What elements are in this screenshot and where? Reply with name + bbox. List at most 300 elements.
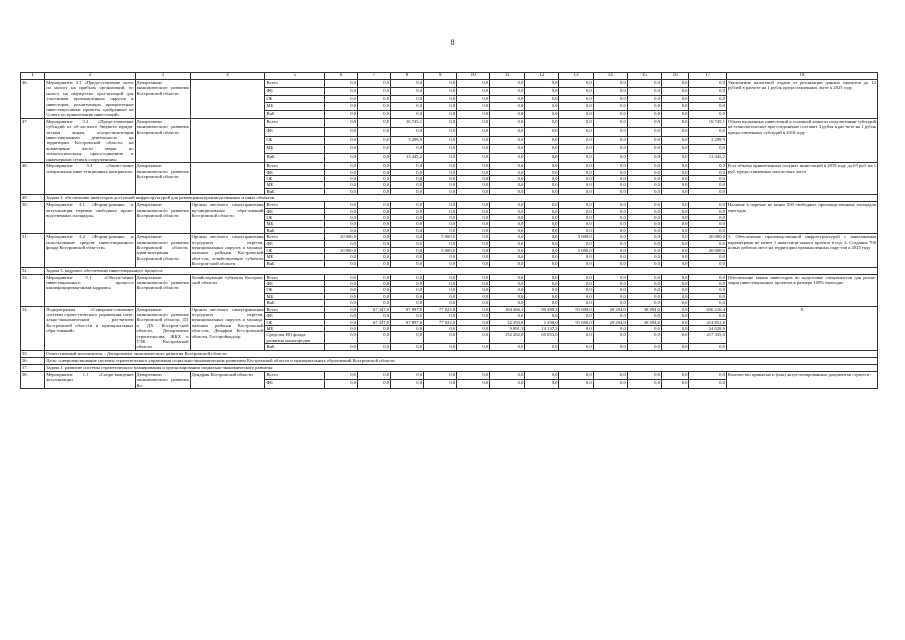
measure-name: Мероприятие 5.1 «Обеспе-чение инвестиционного процесса квалифицирован-ными кадрами»	[45, 274, 135, 306]
funding-amount: 0,0	[324, 344, 357, 351]
funding-amount: 0,0	[391, 95, 424, 103]
funding-amount: 217 335,0	[689, 332, 726, 344]
funding-amount: 0,0	[627, 332, 661, 344]
funding-amount: 0,0	[424, 332, 457, 344]
funding-amount: 0,0	[525, 208, 559, 214]
funding-amount: 38 094,0	[627, 306, 661, 312]
funding-amount: 0,0	[559, 260, 593, 267]
co-executors: Хозяйствующие субъекты Костром-ской области	[190, 274, 265, 306]
funding-amount: 0,0	[661, 188, 689, 194]
funding-amount: 0,0	[689, 208, 726, 214]
funding-amount: 0,0	[391, 254, 424, 261]
funding-amount: 0,0	[457, 103, 490, 111]
funding-amount: 0,0	[559, 118, 593, 127]
funding-amount: 0,0	[689, 182, 726, 188]
funding-amount: 0,0	[525, 234, 559, 241]
funding-amount: 0,0	[689, 127, 726, 136]
funding-amount: 0,0	[525, 240, 559, 247]
funding-amount: 0,0	[593, 234, 627, 241]
measure-name: Мероприятие 4.1 «Форми-рование и актуализация перечня свободных произ-водственных площадок»	[45, 202, 135, 234]
row-number: 58.	[21, 371, 45, 388]
funding-amount: 0,0	[661, 214, 689, 220]
funding-amount: 0,0	[391, 175, 424, 181]
funding-amount: 0,0	[627, 80, 661, 88]
funding-amount: 0,0	[593, 111, 627, 119]
funding-amount: 0,0	[525, 136, 559, 145]
funding-amount: 0,0	[627, 188, 661, 194]
funding-amount: 0,0	[559, 274, 593, 280]
funding-amount: 0,0	[689, 95, 726, 103]
funding-source: МБ	[265, 293, 324, 299]
funding-source: ФБ	[265, 380, 324, 389]
funding-source: Всего	[265, 274, 324, 280]
funding-amount: 0,0	[559, 127, 593, 136]
funding-source: ВнБ	[265, 260, 324, 267]
funding-amount: 0,0	[661, 293, 689, 299]
funding-amount: 0,0	[525, 127, 559, 136]
funding-amount: 0,0	[324, 254, 357, 261]
funding-amount: 1 298,0	[525, 319, 559, 325]
funding-amount: 0,0	[661, 287, 689, 293]
funding-amount: 0,0	[661, 145, 689, 154]
funding-amount: 0,0	[391, 234, 424, 241]
funding-amount: 0,0	[627, 214, 661, 220]
section-title: Цель: совершенствование системы стратегического управления социально-экономическим развитием Костромской области и муниципальных образований Костромской области	[45, 357, 878, 364]
column-number: 14	[593, 73, 627, 80]
column-number-row	[21, 73, 878, 80]
funding-source: МБ	[265, 103, 324, 111]
funding-amount: 0,0	[457, 260, 490, 267]
funding-amount: 0,0	[559, 154, 593, 163]
funding-amount: 0,0	[689, 175, 726, 181]
funding-amount: 0,0	[490, 234, 525, 241]
funding-amount: 0,0	[490, 344, 525, 351]
funding-source: ОБ	[265, 247, 324, 254]
column-number: 18	[726, 73, 877, 80]
funding-amount: 0,0	[424, 281, 457, 287]
funding-amount: 0,0	[689, 214, 726, 220]
program-table	[20, 72, 878, 389]
funding-amount: 0,0	[391, 274, 424, 280]
funding-amount: 0,0	[593, 274, 627, 280]
funding-amount: 0,0	[391, 260, 424, 267]
funding-amount: 0,0	[357, 103, 390, 111]
funding-amount: 0,0	[559, 111, 593, 119]
funding-amount: 29 294,0	[593, 306, 627, 312]
column-number: 15	[627, 73, 661, 80]
funding-amount: 0,0	[689, 274, 726, 280]
funding-amount: 0,0	[357, 221, 390, 227]
funding-amount: 0,0	[525, 254, 559, 261]
funding-amount: 0,0	[525, 80, 559, 88]
funding-amount: 0,0	[661, 325, 689, 331]
funding-amount: 0,0	[593, 95, 627, 103]
funding-amount: 0,0	[457, 332, 490, 344]
funding-source: ВнБ	[265, 111, 324, 119]
funding-amount: 0,0	[525, 371, 559, 380]
funding-amount: 0,0	[661, 182, 689, 188]
funding-amount: 0,0	[357, 371, 390, 380]
funding-amount: 0,0	[627, 221, 661, 227]
column-number: 9	[424, 73, 457, 80]
responsible-executor: Департамент экономического развития Костромской области	[135, 80, 190, 119]
funding-amount: 0,0	[324, 208, 357, 214]
funding-amount: 0,0	[490, 300, 525, 306]
funding-amount: 0,0	[424, 145, 457, 154]
funding-source: ВнБ	[265, 227, 324, 233]
funding-amount: 0,0	[593, 202, 627, 208]
funding-amount: 0,0	[324, 163, 357, 169]
funding-amount: 0,0	[457, 287, 490, 293]
funding-amount: 0,0	[593, 371, 627, 380]
funding-amount: 0,0	[357, 260, 390, 267]
funding-amount: 0,0	[559, 188, 593, 194]
funding-amount: 0,0	[490, 127, 525, 136]
funding-amount: 0,0	[457, 254, 490, 261]
funding-amount: 0,0	[324, 175, 357, 181]
funding-amount: 0,0	[559, 182, 593, 188]
funding-amount: 0,0	[593, 118, 627, 127]
funding-amount: 0,0	[627, 300, 661, 306]
measure-row	[21, 306, 878, 312]
funding-amount: 0,0	[391, 169, 424, 175]
column-number: 11	[490, 73, 525, 80]
funding-amount: 0,0	[627, 175, 661, 181]
section-row	[21, 357, 878, 364]
funding-amount: 414 852,8	[689, 319, 726, 325]
funding-amount: 0,0	[490, 145, 525, 154]
funding-amount: 0,0	[457, 313, 490, 319]
funding-source: ОБ	[265, 175, 324, 181]
funding-amount: 0,0	[627, 240, 661, 247]
row-number: 48.	[21, 163, 45, 195]
funding-amount: 0,0	[661, 371, 689, 380]
measure-name: Мероприятие 3.1 «Предо-ставление льгот по налогу на прибыль организаций, по налогу на имущество орга-низаций для участников промышленных округов и инвесторов, реализующих приоритетные инвестици-онные проекты, одобренные на Совете по привлечению инвестиций»	[46, 80, 134, 118]
funding-amount: 0,0	[357, 287, 390, 293]
expected-outcome: Х	[726, 306, 877, 350]
funding-amount: 0,0	[357, 118, 390, 127]
funding-amount: 0,0	[559, 169, 593, 175]
funding-amount: 0,0	[357, 274, 390, 280]
funding-amount: 0,0	[593, 300, 627, 306]
funding-amount: 0,0	[324, 306, 357, 312]
funding-amount: 0,0	[324, 95, 357, 103]
funding-amount: 0,0	[324, 80, 357, 88]
funding-amount: 0,0	[525, 300, 559, 306]
funding-source: ФБ	[265, 313, 324, 319]
funding-amount: 0,0	[457, 182, 490, 188]
funding-amount: 0,0	[324, 274, 357, 280]
funding-amount: 0,0	[391, 202, 424, 208]
funding-source: ФБ	[265, 208, 324, 214]
measure-row	[21, 274, 878, 280]
row-number: 49.	[21, 195, 45, 202]
measure-name: Мероприятие 3.3 «Заклю-чение специальных инве-стиционных контрактов»	[45, 163, 135, 195]
funding-amount: 0,0	[689, 221, 726, 227]
funding-amount: 0,0	[661, 254, 689, 261]
funding-amount: 0,0	[324, 188, 357, 194]
funding-amount: 91 608,0	[559, 319, 593, 325]
funding-amount: 0,0	[324, 145, 357, 154]
measure-row	[21, 80, 878, 88]
funding-amount: 0,0	[559, 87, 593, 95]
row-number: 56.	[21, 357, 45, 364]
funding-amount: 0,0	[424, 103, 457, 111]
funding-amount: 0,0	[424, 136, 457, 145]
funding-amount: 0,0	[525, 260, 559, 267]
funding-amount: 0,0	[689, 80, 726, 88]
funding-source: МБ	[265, 182, 324, 188]
funding-amount: 0,0	[424, 163, 457, 169]
funding-amount: 0,0	[457, 80, 490, 88]
funding-amount: 0,0	[593, 293, 627, 299]
funding-amount: 0,0	[627, 127, 661, 136]
funding-amount: 0,0	[457, 214, 490, 220]
funding-amount: 0,0	[357, 127, 390, 136]
funding-amount: 0,0	[490, 87, 525, 95]
funding-amount: 0,0	[324, 300, 357, 306]
funding-amount: 0,0	[525, 221, 559, 227]
funding-amount: 0,0	[627, 103, 661, 111]
funding-amount: 0,0	[424, 169, 457, 175]
funding-amount: 0,0	[490, 227, 525, 233]
column-number: 4	[190, 73, 265, 80]
funding-amount: 184 466,1	[490, 306, 525, 312]
funding-amount: 0,0	[324, 287, 357, 293]
funding-source: ФБ	[265, 281, 324, 287]
section-title: Ответственный исполнитель – Департамент экономического развития Костромской области	[45, 350, 878, 357]
funding-source: Всего	[265, 163, 324, 169]
funding-amount: 0,0	[525, 95, 559, 103]
funding-amount: 0,0	[457, 234, 490, 241]
funding-amount: 0,0	[457, 188, 490, 194]
funding-amount: 0,0	[457, 208, 490, 214]
funding-source: ФБ	[265, 127, 324, 136]
funding-source: МБ	[265, 254, 324, 261]
funding-amount: 0,0	[490, 188, 525, 194]
section-title: Задача 5. кадровое обеспечение инвестиционного процесса	[45, 267, 878, 274]
funding-amount: 0,0	[525, 287, 559, 293]
funding-amount: 0,0	[424, 300, 457, 306]
column-number: 7	[357, 73, 390, 80]
column-number: 5	[265, 73, 324, 80]
funding-amount: 0,0	[661, 260, 689, 267]
funding-source: ОБ	[265, 287, 324, 293]
funding-amount: 0,0	[627, 313, 661, 319]
funding-amount: 0,0	[593, 254, 627, 261]
funding-amount: 0,0	[627, 274, 661, 280]
funding-amount: 0,0	[593, 182, 627, 188]
funding-amount: 0,0	[627, 169, 661, 175]
funding-amount: 0,0	[357, 247, 390, 254]
funding-amount: 0,0	[627, 111, 661, 119]
funding-amount: 152 282,0	[490, 332, 525, 344]
funding-amount: 0,0	[391, 344, 424, 351]
funding-amount: 0,0	[424, 87, 457, 95]
funding-source: ФБ	[265, 240, 324, 247]
funding-source: ОБ	[265, 319, 324, 325]
funding-amount: 0,0	[391, 240, 424, 247]
funding-amount: 0,0	[457, 163, 490, 169]
funding-amount: 0,0	[357, 300, 390, 306]
expected-outcome: Количество принятых и (или) актуа-лизированных документов стратеги-	[726, 371, 877, 388]
funding-amount: 0,0	[424, 325, 457, 331]
funding-amount: 67 347,0	[357, 319, 390, 325]
measure-name: Подпрограмма «Совершен-ствование системы страте-гического управления соци-ально-экономическим раз-витием Костромской обла-сти и муниципальных обра-зований»	[45, 306, 135, 350]
funding-amount: 0,0	[661, 344, 689, 351]
funding-amount: 0,0	[424, 293, 457, 299]
funding-amount: 0,0	[627, 247, 661, 254]
funding-amount: 0,0	[627, 371, 661, 380]
funding-amount: 0,0	[593, 163, 627, 169]
funding-amount: 0,0	[661, 169, 689, 175]
funding-amount: 0,0	[593, 344, 627, 351]
funding-amount: 0,0	[391, 281, 424, 287]
funding-amount: 0,0	[357, 332, 390, 344]
funding-amount: 0,0	[357, 163, 390, 169]
column-number: 1	[21, 73, 45, 80]
funding-amount: 0,0	[424, 260, 457, 267]
funding-amount: 0,0	[357, 154, 390, 163]
funding-source: ВнБ	[265, 154, 324, 163]
funding-amount: 0,0	[424, 371, 457, 380]
funding-amount: 0,0	[661, 221, 689, 227]
funding-amount: 0,0	[357, 227, 390, 233]
funding-amount: 0,0	[357, 240, 390, 247]
funding-source: ОБ	[265, 95, 324, 103]
row-number: 54.	[21, 306, 45, 350]
funding-amount: 0,0	[661, 274, 689, 280]
funding-amount: 0,0	[457, 380, 490, 389]
funding-amount: 0,0	[424, 127, 457, 136]
funding-amount: 0,0	[490, 208, 525, 214]
funding-amount: 0,0	[490, 136, 525, 145]
funding-amount: 0,0	[593, 188, 627, 194]
funding-amount: 0,0	[457, 145, 490, 154]
funding-amount: 0,0	[324, 214, 357, 220]
funding-amount: 0,0	[627, 287, 661, 293]
funding-amount: 0,0	[490, 163, 525, 169]
funding-amount: 0,0	[689, 260, 726, 267]
funding-amount: 0,0	[593, 127, 627, 136]
funding-amount: 0,0	[627, 145, 661, 154]
funding-amount: 10 000,0	[324, 247, 357, 254]
measure-name: Мероприятие 1.1 «Сопро-вождение актуализации	[45, 371, 135, 388]
funding-amount: 5 000,0	[424, 234, 457, 241]
measure-row	[21, 118, 878, 127]
funding-amount: 0,0	[661, 111, 689, 119]
funding-amount: 0,0	[559, 325, 593, 331]
funding-amount: 0,0	[490, 182, 525, 188]
funding-amount: 0,0	[357, 188, 390, 194]
funding-amount: 0,0	[424, 221, 457, 227]
funding-source: ОБ	[265, 214, 324, 220]
funding-amount: 0,0	[391, 182, 424, 188]
funding-amount: 0,0	[490, 175, 525, 181]
funding-amount: 0,0	[357, 202, 390, 208]
co-executors: Органы местного самоуправления му-ниципальных обра-зований Костромской области	[190, 202, 265, 234]
funding-source: ВнБ	[265, 188, 324, 194]
funding-amount: 0,0	[525, 111, 559, 119]
funding-amount: 0,0	[661, 95, 689, 103]
funding-amount: 0,0	[457, 306, 490, 312]
funding-source: ФБ	[265, 169, 324, 175]
funding-amount: 0,0	[357, 293, 390, 299]
funding-amount: 0,0	[490, 371, 525, 380]
funding-amount: 0,0	[661, 234, 689, 241]
funding-amount: 0,0	[627, 325, 661, 331]
funding-amount: 0,0	[661, 208, 689, 214]
funding-amount: 0,0	[593, 287, 627, 293]
funding-amount: 0,0	[689, 380, 726, 389]
funding-amount: 0,0	[559, 80, 593, 88]
funding-amount: 0,0	[490, 118, 525, 127]
funding-amount: 0,0	[661, 227, 689, 233]
funding-amount: 0,0	[689, 254, 726, 261]
funding-amount: 0,0	[661, 380, 689, 389]
funding-amount: 0,0	[391, 103, 424, 111]
funding-amount: 656 216,4	[689, 306, 726, 312]
funding-amount: 0,0	[593, 87, 627, 95]
funding-amount: 0,0	[357, 136, 390, 145]
column-number: 12	[525, 73, 559, 80]
funding-amount: 0,0	[324, 260, 357, 267]
funding-amount: 0,0	[559, 380, 593, 389]
funding-amount: 0,0	[593, 175, 627, 181]
measure-row	[21, 234, 878, 241]
funding-amount: 0,0	[391, 313, 424, 319]
funding-amount: 0,0	[689, 163, 726, 169]
funding-amount: 0,0	[357, 87, 390, 95]
funding-amount: 0,0	[525, 87, 559, 95]
funding-source: ВнБ	[265, 344, 324, 351]
funding-amount: 0,0	[457, 325, 490, 331]
funding-amount: 80 488,3	[525, 306, 559, 312]
funding-amount: 0,0	[661, 332, 689, 344]
funding-source: Всего	[265, 371, 324, 380]
funding-amount: 77 022,0	[424, 306, 457, 312]
funding-amount: 16 745,1	[689, 118, 726, 127]
funding-amount: 0,0	[457, 221, 490, 227]
column-number: 16	[661, 73, 689, 80]
funding-amount: 0,0	[457, 344, 490, 351]
funding-amount: 0,0	[457, 127, 490, 136]
funding-amount: 0,0	[324, 111, 357, 119]
funding-amount: 0,0	[559, 214, 593, 220]
funding-amount: 0,0	[627, 254, 661, 261]
funding-source: Всего	[265, 80, 324, 88]
funding-source: Всего	[265, 202, 324, 208]
expected-outcome: Увеличение налоговой отдачи от реализации данных проектов до 12 рублей в расчете на 1 рубль предоставленных льгот к 2025 году	[726, 80, 877, 119]
funding-amount: 0,0	[457, 154, 490, 163]
funding-amount: 0,0	[490, 240, 525, 247]
funding-amount: 87 897,0	[391, 306, 424, 312]
funding-amount: 0,0	[627, 293, 661, 299]
funding-amount: 0,0	[324, 371, 357, 380]
funding-amount: 0,0	[457, 247, 490, 254]
funding-amount: 0,0	[391, 332, 424, 344]
section-title: Задача 4. обеспечение инвесторов доступной инфраструктурой для размещения производственных и иных объектов	[45, 195, 878, 202]
funding-amount: 3 299,9	[391, 136, 424, 145]
funding-amount: 0,0	[324, 202, 357, 208]
co-executors: Дендфин Костромской области	[190, 371, 265, 388]
expected-outcome: Наличие в перечне не менее 350 свободных производственных площадок ежегодно	[726, 202, 877, 234]
funding-amount: 0,0	[689, 344, 726, 351]
row-number: 53.	[21, 274, 45, 306]
funding-amount: 0,0	[661, 163, 689, 169]
funding-amount: 0,0	[559, 254, 593, 261]
funding-amount: 0,0	[324, 103, 357, 111]
